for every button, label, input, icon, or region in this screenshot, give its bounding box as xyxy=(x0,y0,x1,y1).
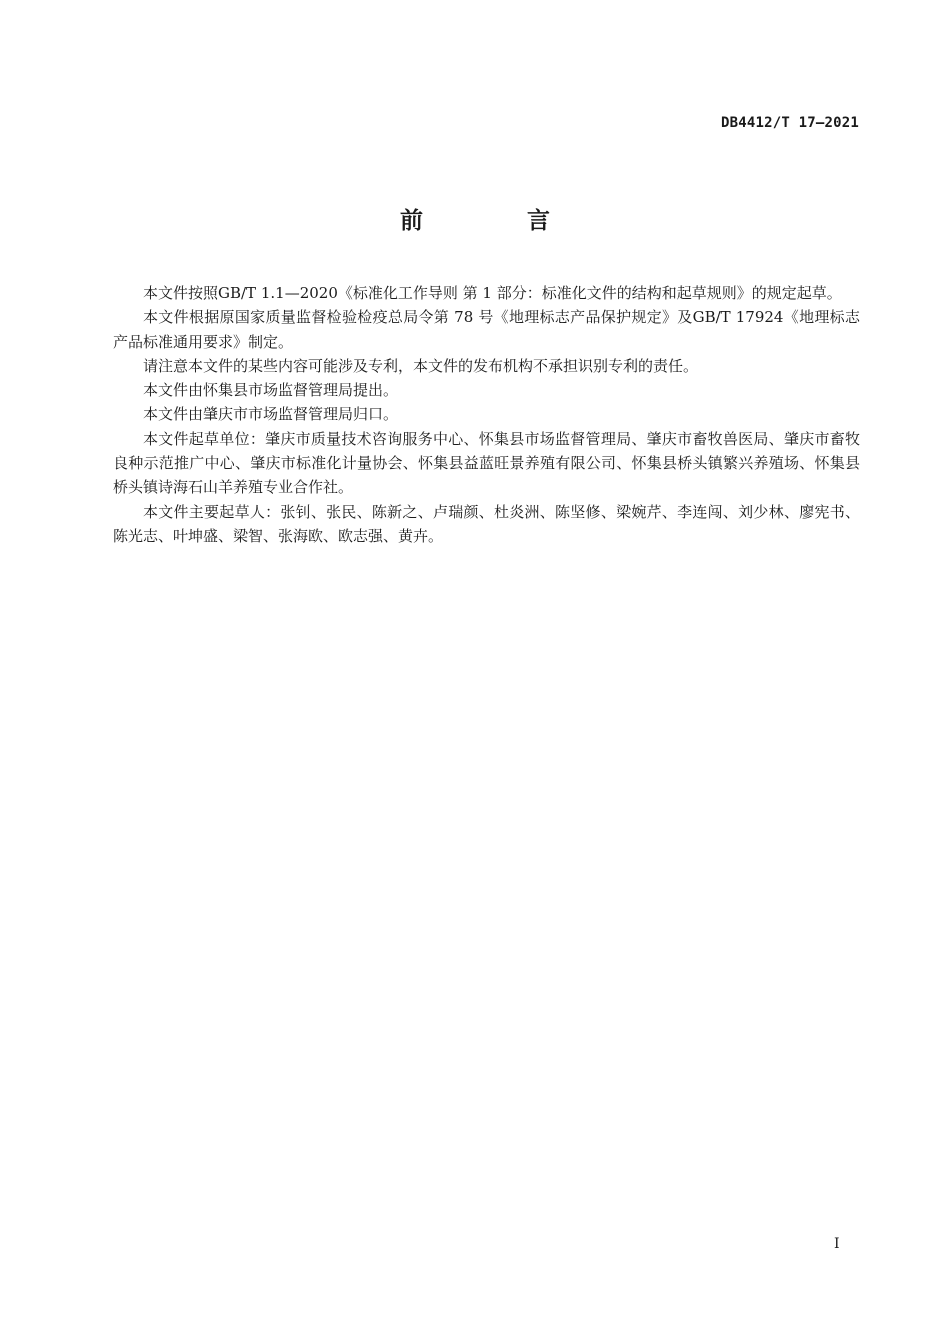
paragraph-drafters: 本文件主要起草人：张钊、张民、陈新之、卢瑞颜、杜炎洲、陈坚修、梁婉芹、李连闯、刘少林、廖宪书、陈光志、叶坤盛、梁智、张海欧、欧志强、黄卉。 xyxy=(113,502,860,545)
page-number: I xyxy=(834,1236,840,1252)
paragraph-patent-notice: 请注意本文件的某些内容可能涉及专利，本文件的发布机构不承担识别专利的责任。 xyxy=(143,356,699,375)
section-title: 前 言 xyxy=(399,208,598,234)
paragraph-administrator: 本文件由肇庆市市场监督管理局归口。 xyxy=(143,405,399,424)
document-code: DB4412/T 17—2021 xyxy=(720,115,859,131)
paragraph-proposer: 本文件由怀集县市场监督管理局提出。 xyxy=(143,381,399,400)
paragraph-drafting-units: 本文件起草单位：肇庆市质量技术咨询服务中心、怀集县市场监督管理局、肇庆市畜牧兽医局、肇庆市畜牧良种示范推广中心、肇庆市标准化计量协会、怀集县益蓝旺景养殖有限公司、怀集县桥头镇繁兴养殖场、怀集县桥头镇诗海石山羊养殖专业合作社。 xyxy=(113,429,860,497)
foreword-body xyxy=(113,281,860,548)
paragraph-basis: 本文件根据原国家质量监督检验检疫总局令第 78 号《地理标志产品保护规定》及GB/T 17924《地理标志产品标准通用要求》制定。 xyxy=(113,308,860,351)
paragraph-drafting-rules: 本文件按照GB/T 1.1—2020《标准化工作导则 第 1 部分：标准化文件的结构和起草规则》的规定起草。 xyxy=(143,284,842,302)
